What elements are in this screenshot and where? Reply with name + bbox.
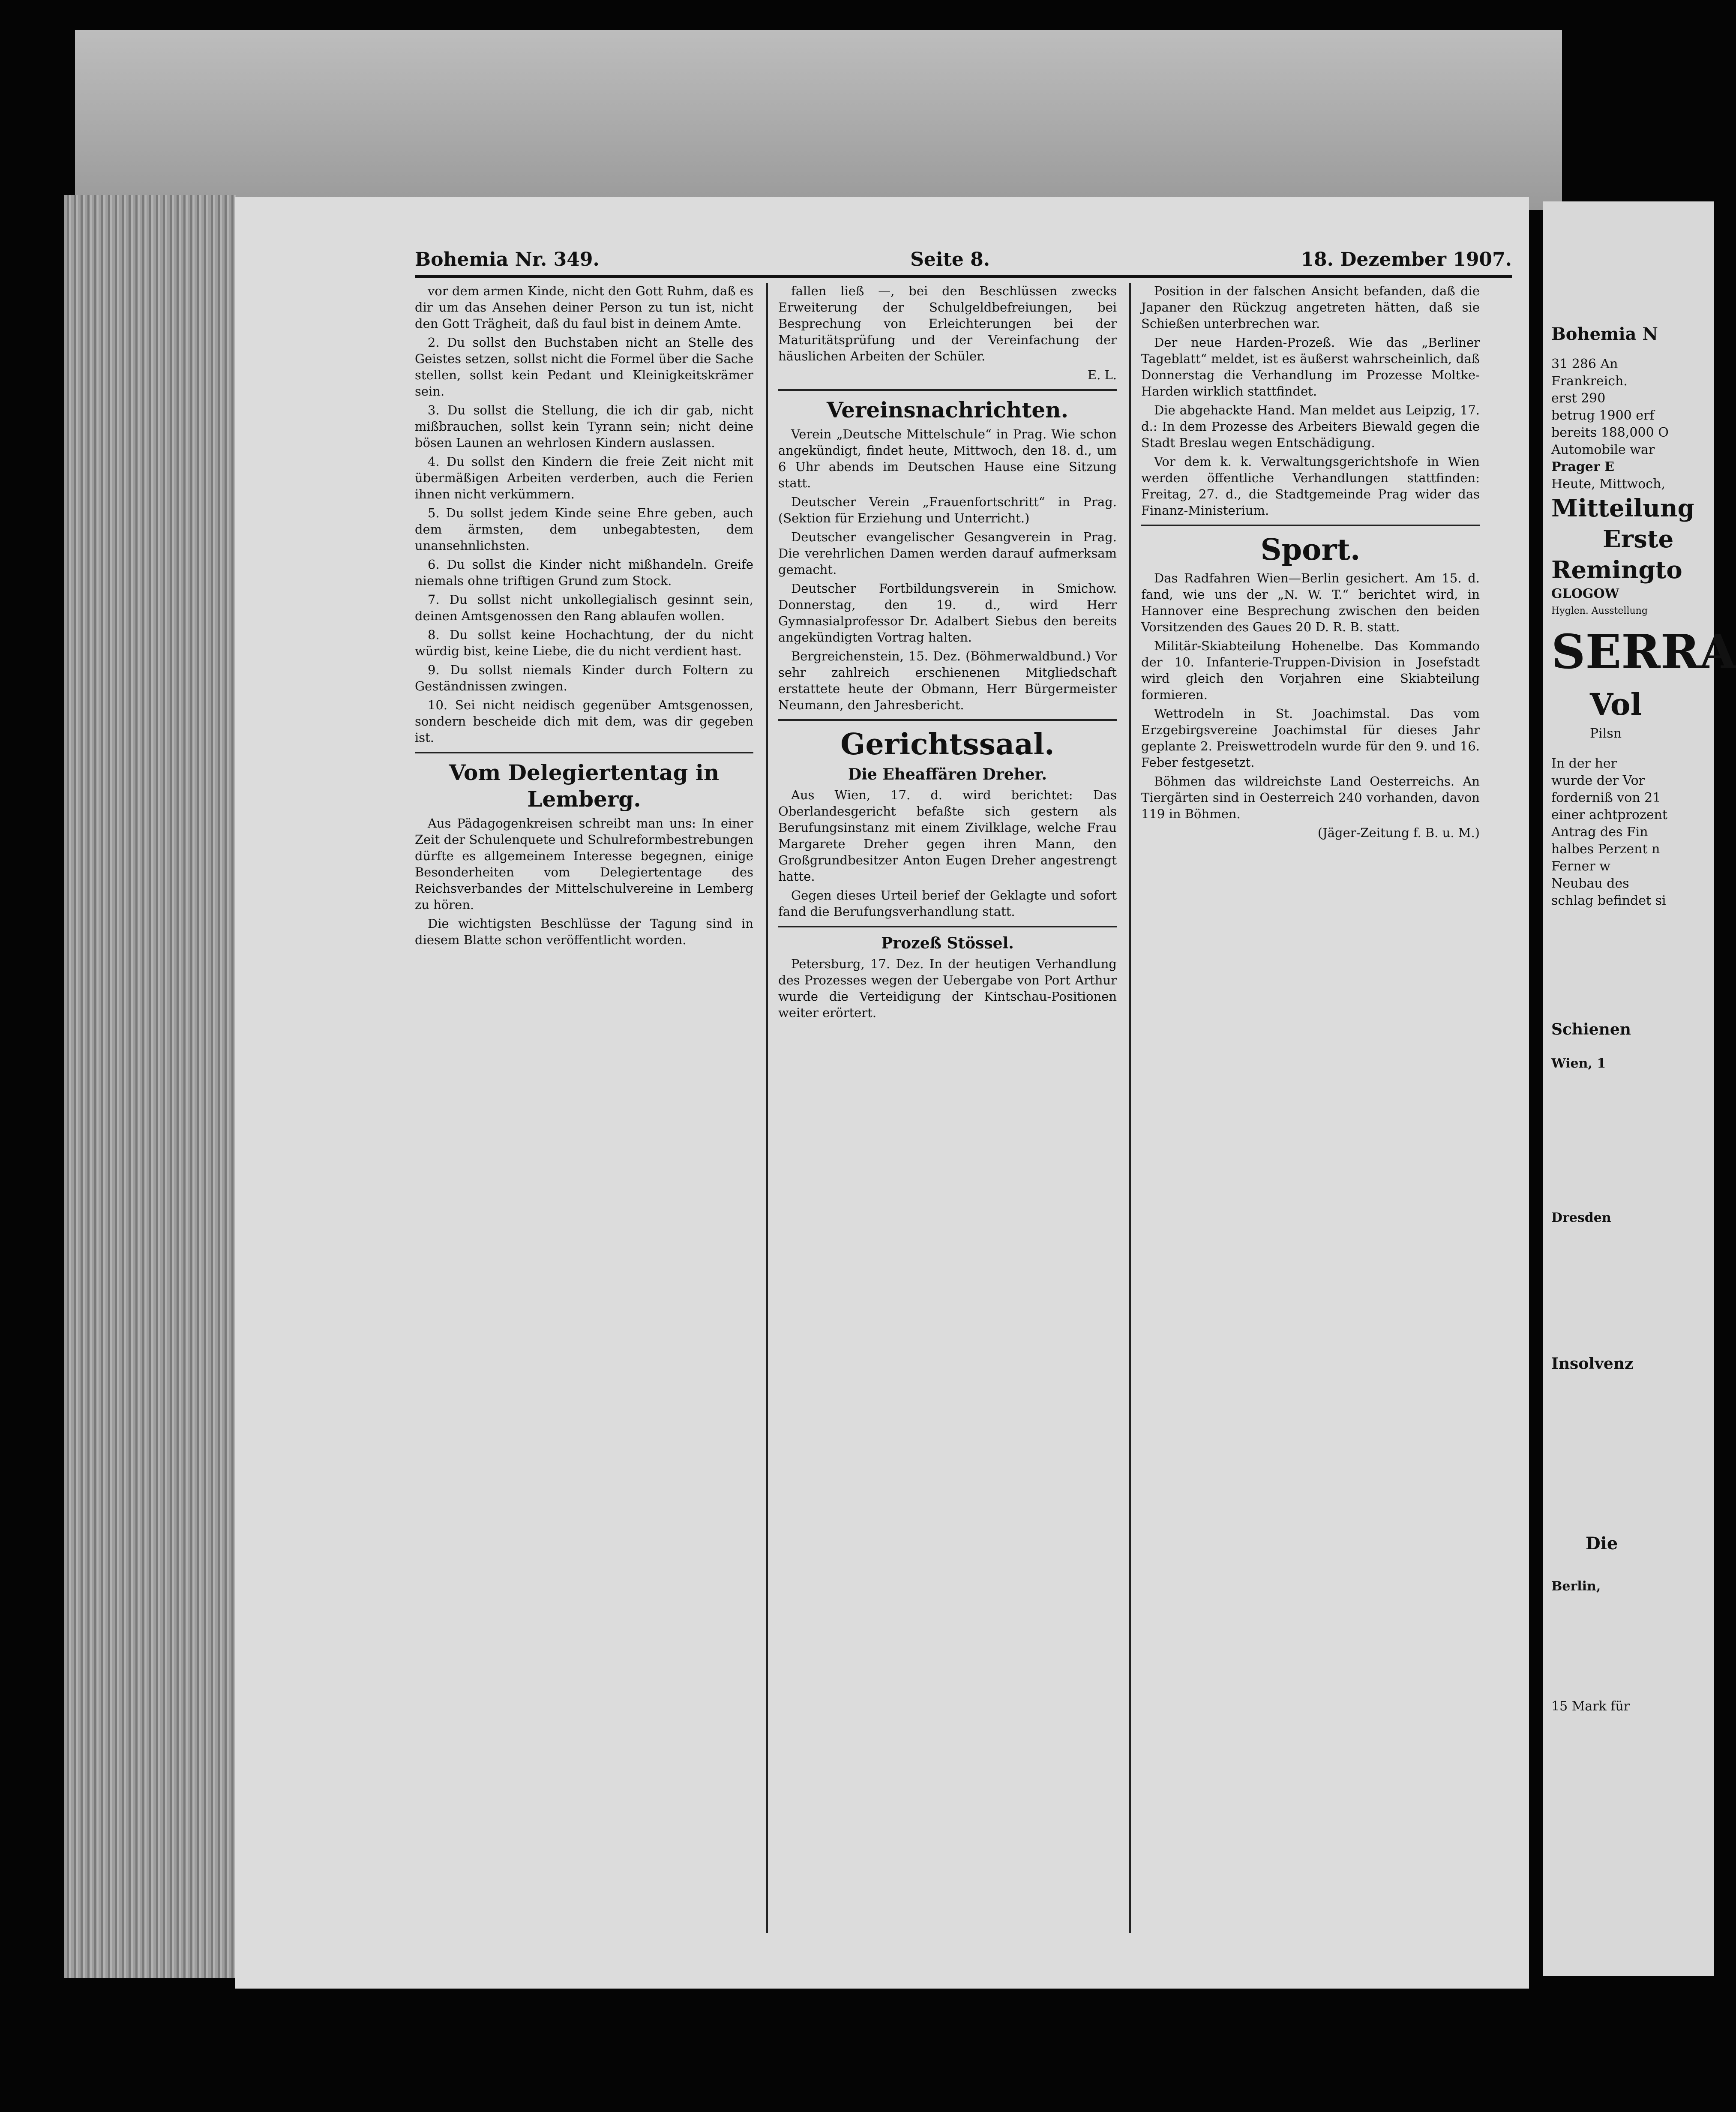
adjacent-text: bereits 188,000 O: [1551, 425, 1669, 440]
news-item: Die abgehackte Hand. Man meldet aus Leipzig, 17. d.: In dem Prozesse des Arbeiters Biewald gegen die Stadt Breslau wegen Entschädigung.: [1141, 403, 1480, 450]
header-page-number: Seite 8.: [910, 249, 990, 270]
adjacent-text: Ferner w: [1551, 859, 1610, 874]
article-paragraph: 4. Du sollst den Kindern die freie Zeit nicht mit übermäßigen Arbeiten verderben, auch die Ferien ihnen nicht verkümmern.: [415, 454, 753, 501]
article-paragraph: vor dem armen Kinde, nicht den Gott Ruhm, daß es dir um das Ansehen deiner Person zu tun ist, nicht den Gott Trägheit, daß du faul bist in deinem Amte.: [415, 284, 753, 331]
newspaper-page: [235, 197, 1529, 1989]
adjacent-text: 31 286 An: [1551, 357, 1618, 372]
article-signature: E. L.: [1087, 368, 1117, 382]
article-paragraph: 8. Du sollst keine Hochachtung, der du nicht würdig bist, keine Liebe, die du nicht verdient hast.: [415, 627, 753, 658]
article-paragraph: Aus Wien, 17. d. wird berichtet: Das Oberlandesgericht befaßte sich gestern als Berufungsinstanz mit einem Zivilklage, welche Frau Margarete Dreher gegen ihren Mann, den Großgrundbesitzer Anton Eugen Dreher angestrengt hatte.: [778, 788, 1117, 884]
article-source: (Jäger-Zeitung f. B. u. M.): [1317, 825, 1480, 840]
adjacent-text: Neubau des: [1551, 876, 1629, 891]
adjacent-text: forderniß von 21: [1551, 790, 1661, 805]
adjacent-text: Heute, Mittwoch,: [1551, 477, 1665, 492]
adjacent-text: Berlin,: [1551, 1579, 1601, 1594]
article-paragraph: 9. Du sollst niemals Kinder durch Foltern zu Geständnissen zwingen.: [415, 663, 753, 693]
adjacent-page: [1543, 201, 1736, 1976]
column-2: [778, 283, 1117, 1023]
adjacent-text: einer achtprozent: [1551, 807, 1667, 822]
adjacent-text: Automobile war: [1551, 442, 1655, 457]
article-paragraph: 6. Du sollst die Kinder nicht mißhandeln. Greife niemals ohne triftigen Grund zum Stock.: [415, 557, 753, 588]
adjacent-text: schlag befindet si: [1551, 893, 1666, 908]
adjacent-text: 15 Mark für: [1551, 1699, 1630, 1714]
article-paragraph: 2. Du sollst den Buchstaben nicht an Stelle des Geistes setzen, sollst nicht die Formel über die Sache stellen, sollst kein Pedant und Kleinigkeitskrämer sein.: [415, 335, 753, 399]
news-item: Bergreichenstein, 15. Dez. (Böhmerwaldbund.) Vor sehr zahlreich erschienenen Mitgliedschaft erstattete heute der Obmann, Herr Bürgermeister Neumann, den Jahresbericht.: [778, 649, 1117, 712]
header-date: 18. Dezember 1907.: [1301, 249, 1512, 270]
news-item: Wettrodeln in St. Joachimstal. Das vom Erzgebirgsvereine Joachimstal für dieses Jahr geplante 2. Preiswettrodeln wurde für den 9. und 16. Feber festgesetzt.: [1141, 706, 1480, 770]
news-item: Militär-Skiabteilung Hohenelbe. Das Kommando der 10. Infanterie-Truppen-Division in Josefstadt wird gleich den Vorjahren eine Skiabteilung formieren.: [1141, 639, 1480, 702]
column-divider: [1129, 283, 1131, 1933]
adjacent-text: Prager E: [1551, 459, 1614, 474]
adjacent-ad-serra: SERRA: [1551, 624, 1736, 679]
adjacent-text: erst 290: [1551, 391, 1606, 406]
adjacent-text: Hyglen. Ausstellung: [1551, 606, 1648, 616]
article-subheading: Die Eheaffären Dreher.: [848, 765, 1047, 783]
news-item: Deutscher evangelischer Gesangverein in Prag. Die verehrlichen Damen werden darauf aufmerksam gemacht.: [778, 530, 1117, 577]
adjacent-ad-title: Remingto: [1551, 556, 1682, 584]
article-paragraph: Position in der falschen Ansicht befanden, daß die Japaner den Rückzug angetreten hätten, daß sie Schießen unterbrechen war.: [1141, 284, 1480, 331]
adjacent-text: Dresden: [1551, 1210, 1611, 1225]
article-paragraph: Petersburg, 17. Dez. In der heutigen Verhandlung des Prozesses wegen der Uebergabe von Port Arthur wurde die Verteidigung der Kintschau-Positionen weiter erörtert.: [778, 957, 1117, 1020]
adjacent-text: Pilsn: [1590, 726, 1622, 741]
news-item: Vor dem k. k. Verwaltungsgerichtshofe in Wien werden öffentliche Verhandlungen stattfinden: Freitag, 27. d., die Stadtgemeinde Prag wider das Finanz-Ministerium.: [1141, 454, 1480, 518]
adjacent-heading: Vol: [1590, 687, 1642, 722]
article-paragraph: 5. Du sollst jedem Kinde seine Ehre geben, auch dem ärmsten, dem unbegabtesten, dem unansehnlichsten.: [415, 506, 753, 553]
news-item: Der neue Harden-Prozeß. Wie das „Berliner Tageblatt“ meldet, ist es äußerst wahrscheinlich, daß Donnerstag die Verhandlung im Prozesse Moltke-Harden wirklich stattfindet.: [1141, 335, 1480, 399]
news-item: Verein „Deutsche Mittelschule“ in Prag. Wie schon angekündigt, findet heute, Mittwoch, den 18. d., um 6 Uhr abends im Deutschen Hause eine Sitzung statt.: [778, 427, 1117, 490]
article-paragraph: fallen ließ —, bei den Beschlüssen zwecks Erweiterung der Schulgeldbefreiungen, bei Besprechung von Erleichterungen bei der Maturitätsprüfung und der Vereinfachung der häuslichen Arbeiten der Schüler.: [778, 284, 1117, 363]
article-paragraph: Aus Pädagogenkreisen schreibt man uns: In einer Zeit der Schulenquete und Schulreformbestrebungen dürfte es allgemeinem Interesse begegnen, einige Besonderheiten vom Delegiertentage des Reichsverbandes der Mittelschulvereine in Lemberg zu hören.: [415, 816, 753, 912]
section-rule: [415, 752, 753, 753]
adjacent-heading: Schienen: [1551, 1020, 1631, 1038]
article-heading: Vom Delegiertentag in Lemberg.: [449, 760, 720, 812]
adjacent-header: Bohemia N: [1551, 324, 1658, 344]
article-paragraph: Die wichtigsten Beschlüsse der Tagung sind in diesem Blatte schon veröffentlicht worden.: [415, 916, 753, 947]
adjacent-text: Antrag des Fin: [1551, 825, 1648, 840]
section-heading-vereinsnachrichten: Vereinsnachrichten.: [826, 397, 1068, 423]
news-item: Böhmen das wildreichste Land Oesterreichs. An Tiergärten sind in Oesterreich 240 vorhanden, davon 119 in Böhmen.: [1141, 774, 1480, 821]
adjacent-text: Wien, 1: [1551, 1056, 1606, 1071]
adjacent-ad-title: Mitteilung: [1551, 494, 1694, 522]
adjacent-text: In der her: [1551, 756, 1617, 771]
adjacent-text: Frankreich.: [1551, 374, 1628, 389]
section-heading-gerichtssaal: Gerichtssaal.: [840, 727, 1055, 762]
news-item: Deutscher Verein „Frauenfortschritt“ in Prag. (Sektion für Erziehung und Unterricht.): [778, 495, 1117, 525]
article-paragraph: 3. Du sollst die Stellung, die ich dir gab, nicht mißbrauchen, sollst kein Tyrann sein; nicht deine bösen Launen an wehrlosen Kindern auslassen.: [415, 403, 753, 450]
background-sheet: [75, 30, 1562, 210]
section-heading-sport: Sport.: [1260, 533, 1361, 567]
section-rule: [778, 926, 1117, 927]
adjacent-text: GLOGOW: [1551, 586, 1619, 601]
news-item: Deutscher Fortbildungsverein in Smichow. Donnerstag, den 19. d., wird Herr Gymnasialprofessor Dr. Adalbert Siebus den bereits angekündigten Vortrag halten.: [778, 581, 1117, 645]
header-issue: Bohemia Nr. 349.: [415, 249, 600, 270]
article-paragraph: Gegen dieses Urteil berief der Geklagte und sofort fand die Berufungsverhandlung statt.: [778, 888, 1117, 919]
article-subheading: Prozeß Stössel.: [881, 934, 1014, 952]
section-rule: [778, 719, 1117, 721]
article-paragraph: 7. Du sollst nicht unkollegialisch gesinnt sein, deinen Amtsgenossen den Rang ablaufen wollen.: [415, 592, 753, 623]
column-3: [1141, 283, 1480, 843]
book-spine: [64, 195, 236, 1978]
page-header: [415, 249, 1512, 270]
article-paragraph: 10. Sei nicht neidisch gegenüber Amtsgenossen, sondern bescheide dich mit dem, was dir gegeben ist.: [415, 698, 753, 745]
section-rule: [778, 389, 1117, 391]
adjacent-heading: Die: [1586, 1533, 1618, 1554]
news-item: Das Radfahren Wien—Berlin gesichert. Am 15. d. fand, wie uns der „N. W. T.“ berichtet wird, in Hannover eine Besprechung zwischen den beiden Vorsitzenden des Gaues 20 D. R. B. statt.: [1141, 571, 1480, 634]
column-1: [415, 283, 753, 951]
adjacent-text: wurde der Vor: [1551, 773, 1645, 788]
adjacent-text: betrug 1900 erf: [1551, 408, 1655, 423]
adjacent-ad-title: Erste: [1603, 525, 1674, 553]
adjacent-text: halbes Perzent n: [1551, 842, 1660, 857]
header-rule: [415, 275, 1512, 278]
section-rule: [1141, 525, 1480, 526]
adjacent-heading: Insolvenz: [1551, 1355, 1634, 1373]
column-divider: [766, 283, 768, 1933]
